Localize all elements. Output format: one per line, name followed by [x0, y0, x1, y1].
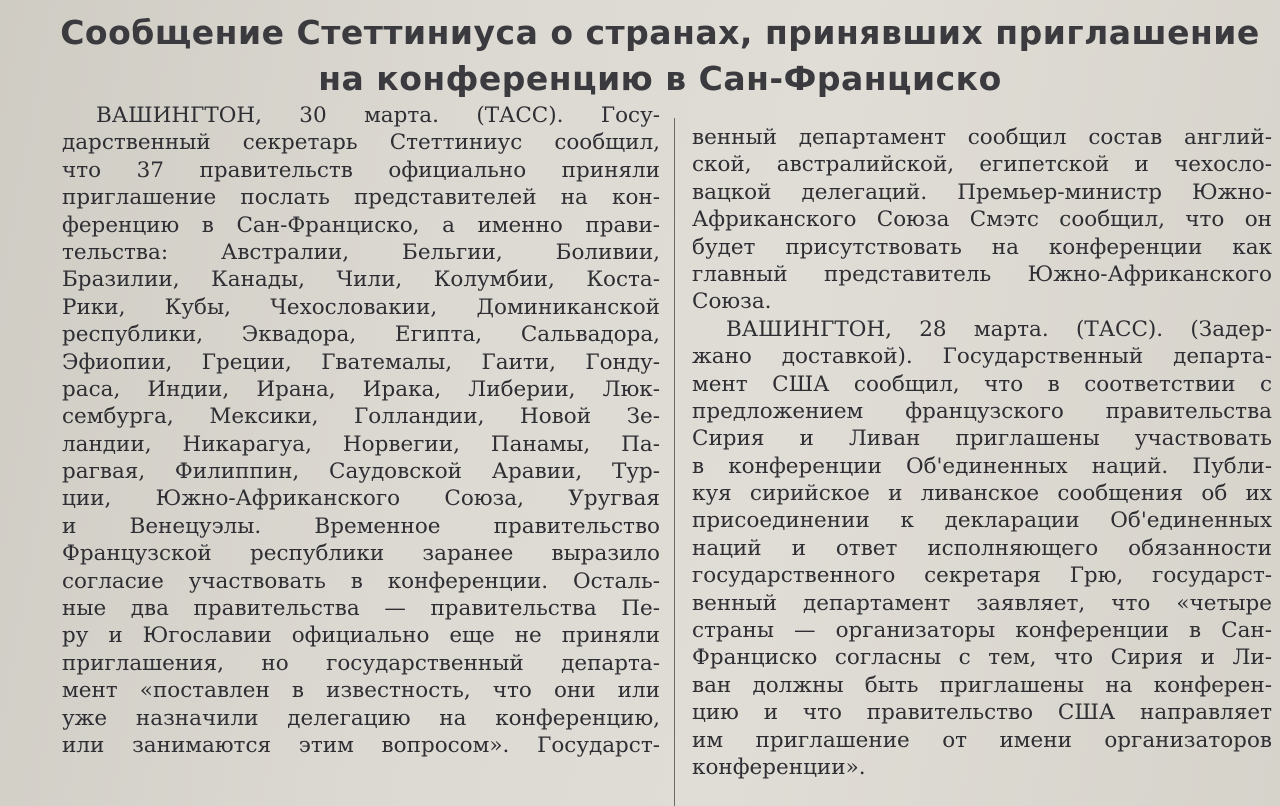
- text-line: Бразилии, Канады, Чили, Колумбии, Коста-: [62, 267, 660, 293]
- text-line: будет присутствовать на конференции как: [692, 234, 1272, 260]
- text-line: приглашение послать представителей на кон-: [62, 185, 660, 211]
- text-line: рагвая, Филиппин, Саудовской Аравии, Тур-: [62, 459, 660, 485]
- text-line: мент США сообщил, что в соответствии с: [692, 371, 1272, 397]
- text-line: предложением французского правительства: [692, 398, 1272, 424]
- left-column: [62, 102, 660, 759]
- text-line: ван должны быть приглашены на конферен-: [692, 672, 1272, 698]
- text-line: ской, австралийской, египетской и чехосло-: [692, 152, 1272, 178]
- text-line: Союза.: [692, 289, 772, 315]
- text-line: что 37 правительств официально приняли: [62, 157, 660, 183]
- text-line: тельства: Австралии, Бельгии, Боливии,: [62, 239, 660, 265]
- text-line: присоединении к декларации Об'единенных: [692, 508, 1272, 534]
- text-line: Сирия и Ливан приглашены участвовать: [692, 426, 1272, 452]
- headline-line-2: на конференцию в Сан-Франциско: [318, 59, 1002, 98]
- text-line: в конференции Об'единенных наций. Публи-: [692, 453, 1272, 479]
- text-line: жано доставкой). Государственный департа-: [692, 344, 1272, 370]
- text-line: ции, Южно-Африканского Союза, Уругвая: [62, 486, 660, 512]
- text-line: раса, Индии, Ирана, Ирака, Либерии, Люк-: [62, 376, 660, 402]
- text-line: ные два правительства — правительства Пе-: [62, 596, 660, 622]
- text-line: вацкой делегаций. Премьер-министр Южно-: [692, 179, 1272, 205]
- text-line: согласие участвовать в конференции. Осталь-: [62, 568, 660, 594]
- text-line: ландии, Никарагуа, Норвегии, Панамы, Па-: [62, 431, 660, 457]
- text-line: ВАШИНГТОН, 30 марта. (ТАСС). Госу-: [96, 103, 660, 128]
- text-line: куя сирийское и ливанское сообщения об их: [692, 481, 1272, 507]
- text-line: страны — организаторы конференции в Сан-: [692, 618, 1272, 644]
- text-line: главный представитель Южно-Африканского: [692, 261, 1272, 287]
- text-line: или занимаются этим вопросом». Государст-: [62, 732, 660, 758]
- text-line: венный департамент сообщил состав англий-: [692, 125, 1272, 150]
- text-line: приглашения, но государственный департа-: [62, 650, 660, 676]
- text-line: Эфиопии, Греции, Гватемалы, Гаити, Гонду-: [62, 349, 660, 375]
- text-line: сембурга, Мексики, Голландии, Новой Зе-: [62, 404, 660, 430]
- text-line: государственного секретаря Грю, государст-: [692, 563, 1272, 589]
- text-line: цию и что правительство США направляет: [692, 700, 1272, 726]
- text-line: Франциско согласны с тем, что Сирия и Ли-: [692, 645, 1272, 671]
- right-column: [692, 124, 1272, 781]
- text-line: наций и ответ исполняющего обязанности: [692, 535, 1272, 561]
- text-line: венный департамент заявляет, что «четыре: [692, 590, 1272, 616]
- column-divider: [674, 118, 675, 806]
- text-line: мент «поставлен в известность, что они или: [62, 678, 660, 704]
- text-line: ференцию в Сан-Франциско, а именно прави-: [62, 212, 660, 238]
- text-line: дарственный секретарь Стеттиниус сообщил,: [62, 130, 660, 156]
- headline-line-1: Сообщение Стеттиниуса о странах, принявших приглашение: [60, 13, 1260, 52]
- article-headline: [60, 10, 1260, 102]
- text-line: Рики, Кубы, Чехословакии, Доминиканской: [62, 294, 660, 320]
- text-line: Французской республики заранее выразило: [62, 541, 660, 567]
- text-line: ВАШИНГТОН, 28 марта. (ТАСС). (Задер-: [726, 316, 1272, 342]
- text-line: Африканского Союза Смэтс сообщил, что он: [692, 207, 1272, 233]
- text-line: республики, Эквадора, Египта, Сальвадора,: [62, 322, 660, 348]
- text-line: уже назначили делегацию на конференцию,: [62, 705, 660, 731]
- text-line: им приглашение от имени организаторов: [692, 727, 1272, 753]
- text-line: ру и Югославии официально еще не приняли: [62, 623, 660, 649]
- text-line: и Венецуэлы. Временное правительство: [62, 513, 660, 539]
- text-line: конференции».: [692, 754, 866, 780]
